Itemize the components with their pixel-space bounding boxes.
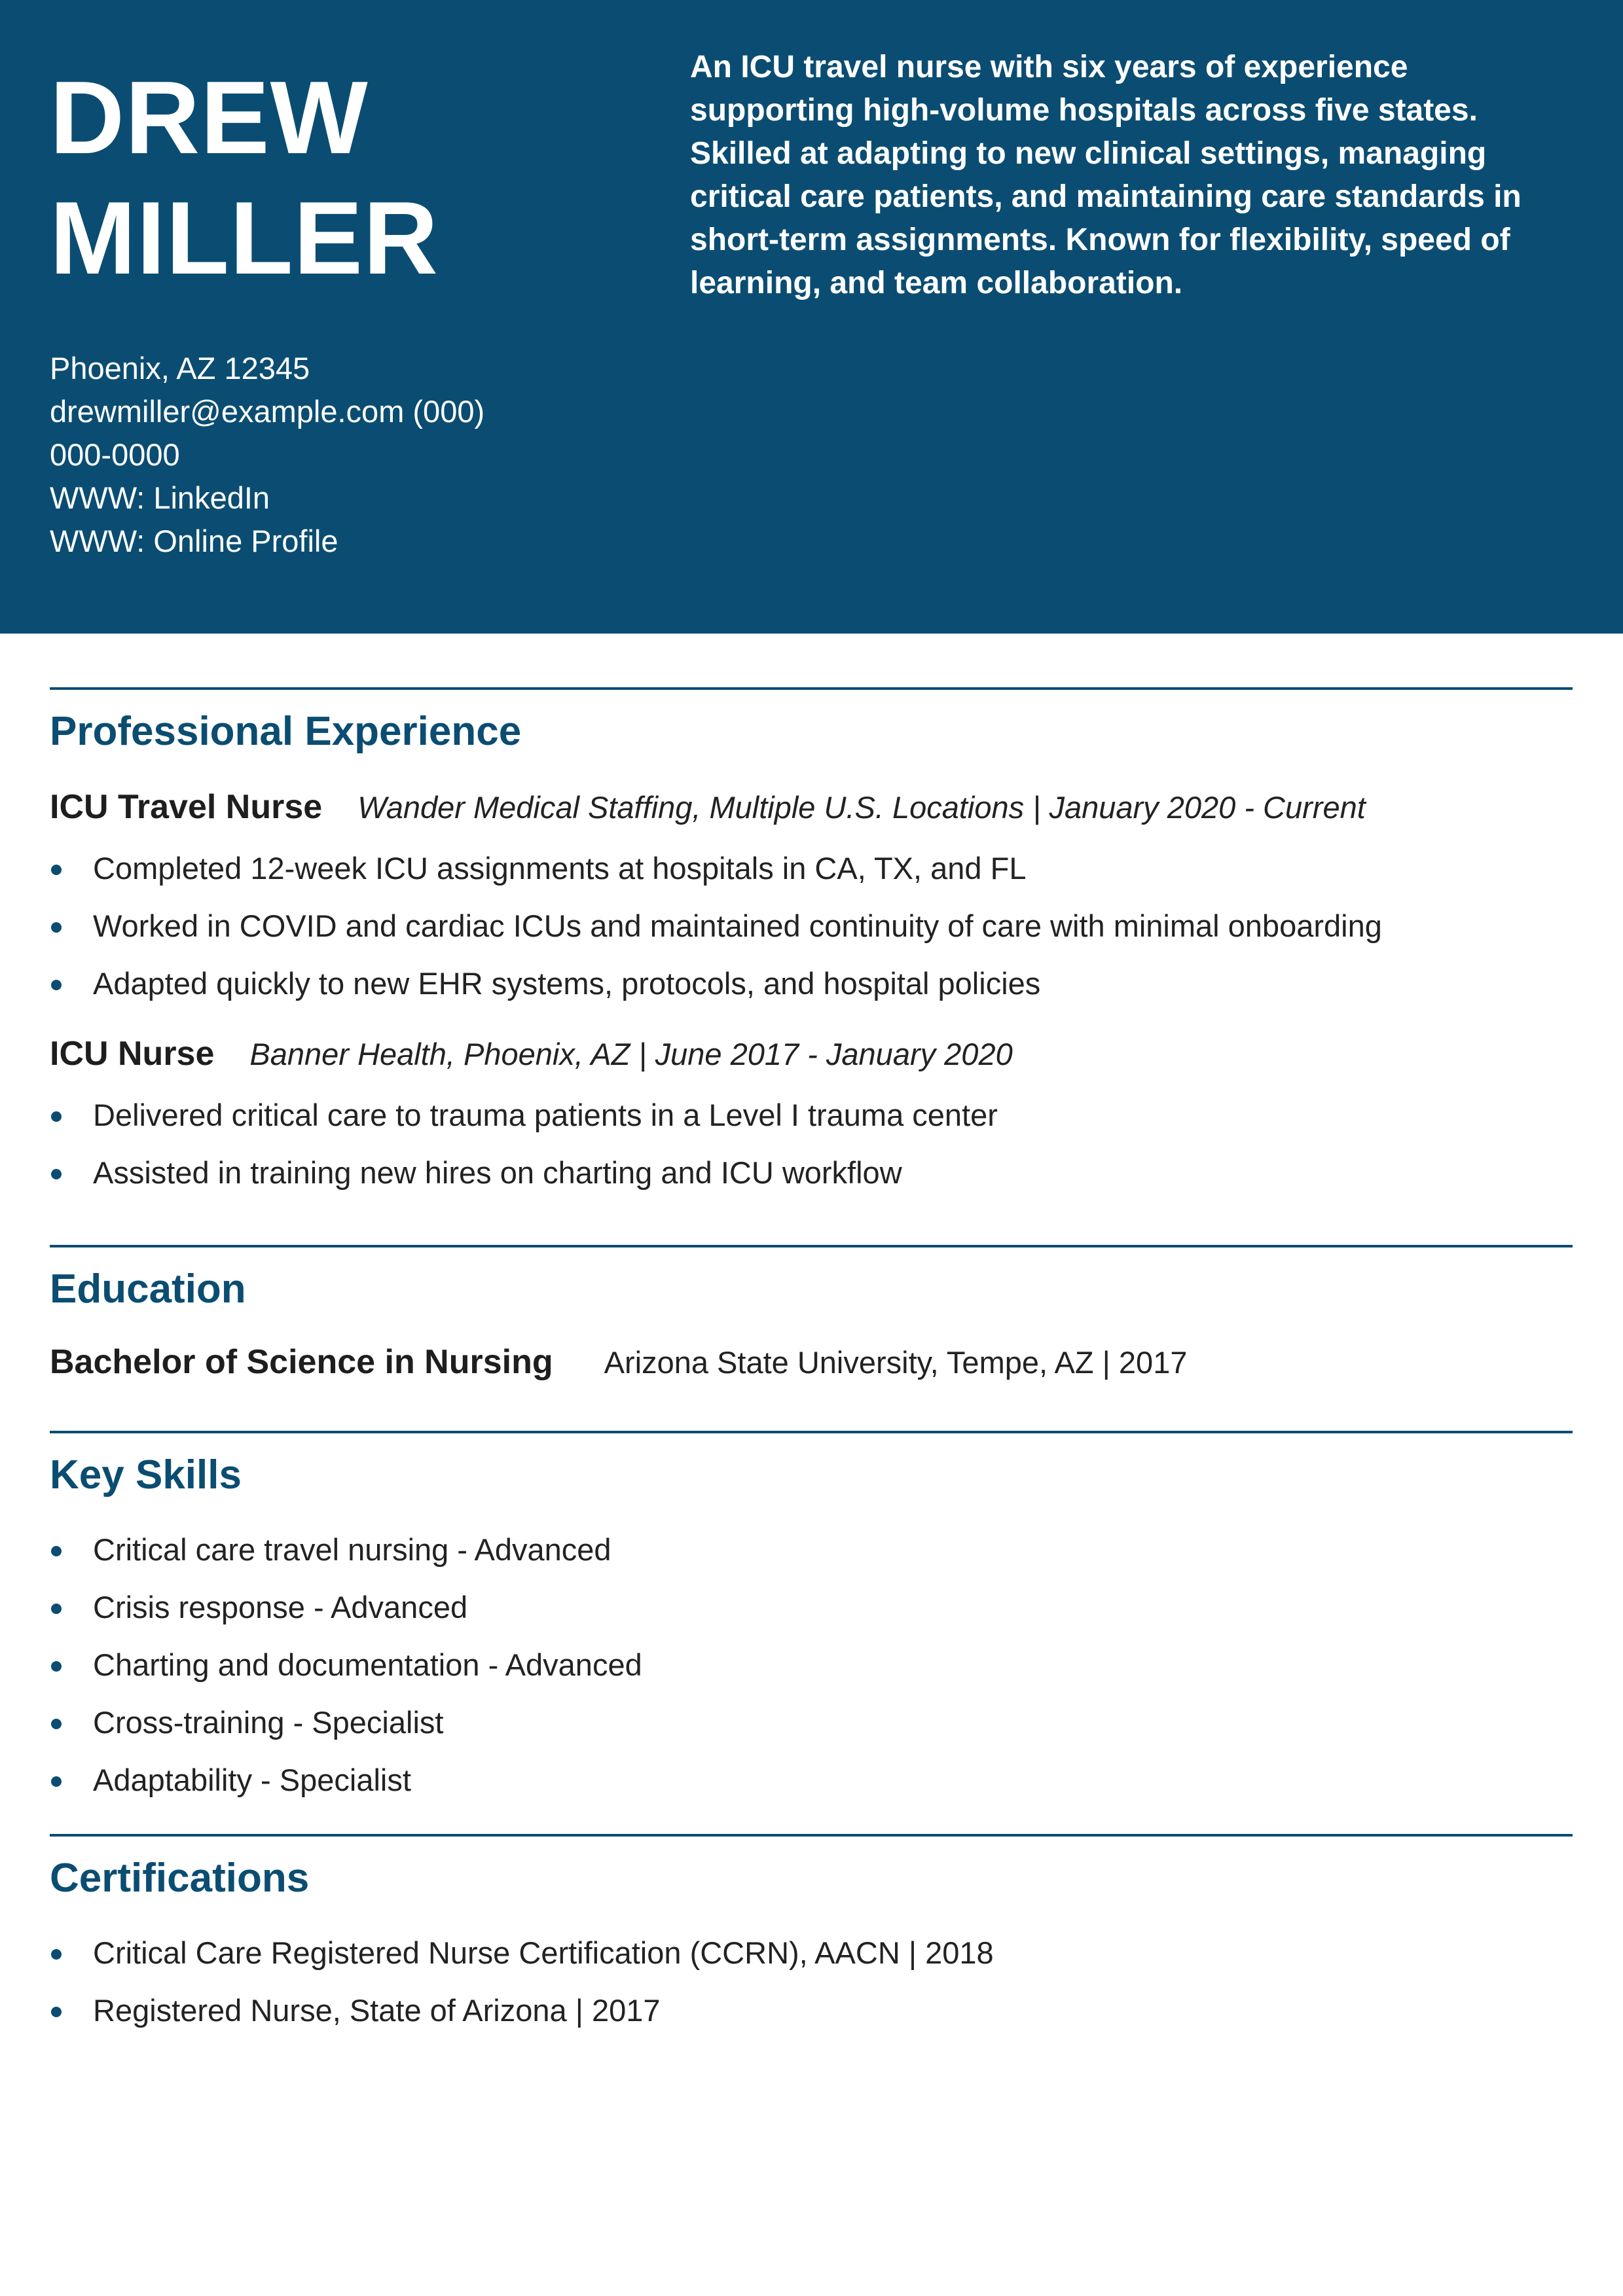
list-item: [50, 897, 1573, 955]
bullet-text: Worked in COVID and cardiac ICUs and maintained continuity of care with minimal onboarding: [93, 908, 1382, 943]
job-header: [50, 784, 1573, 831]
section-divider: [50, 1245, 1573, 1247]
skill-text: Crisis response - Advanced: [93, 1590, 468, 1624]
list-item: [50, 840, 1573, 897]
list-item: [50, 1751, 1573, 1809]
bullet-dot-icon: [51, 980, 62, 990]
skills-section: [50, 1431, 1573, 1809]
bullet-dot-icon: [51, 865, 62, 875]
skill-text: Critical care travel nursing - Advanced: [93, 1532, 611, 1567]
section-title-experience: Professional Experience: [50, 709, 522, 754]
section-title-skills: Key Skills: [50, 1452, 242, 1498]
bullet-dot-icon: [51, 1604, 62, 1614]
bullet-dot-icon: [51, 1949, 62, 1960]
list-item: [50, 1694, 1573, 1751]
list-item: [50, 1521, 1573, 1579]
bullet-text: Completed 12-week ICU assignments at hospitals in CA, TX, and FL: [93, 851, 1027, 886]
online-profile-link[interactable]: WWW: Online Profile: [50, 524, 338, 558]
bullet-dot-icon: [51, 1661, 62, 1672]
phone-continued: 000-0000: [50, 437, 180, 472]
professional-summary: An ICU travel nurse with six years of experience supporting high-volume hospitals across five states. Skilled at adapting to new clinical settings, managing critical care patients, and maintaining care standards in short-term assignments. Known for flexibility, speed of learning, and team collaboration.: [690, 50, 1522, 300]
certifications-list: [50, 1924, 1573, 2039]
job-entry: [50, 784, 1573, 1013]
school-location-year: Arizona State University, Tempe, AZ | 2017: [604, 1345, 1188, 1380]
skill-text: Cross-training - Specialist: [93, 1705, 444, 1740]
bullet-text: Delivered critical care to trauma patients in a Level I trauma center: [93, 1098, 998, 1132]
email-phone: drewmiller@example.com (000): [50, 394, 485, 429]
list-item: [50, 955, 1573, 1013]
bullet-dot-icon: [51, 2007, 62, 2017]
bullet-dot-icon: [51, 1111, 62, 1122]
experience-section: [50, 687, 1573, 1202]
first-name: DREW: [50, 60, 369, 175]
list-item: [50, 1636, 1573, 1694]
list-item: [50, 1924, 1573, 1982]
list-item: [50, 1144, 1573, 1202]
job-title: ICU Nurse: [50, 1035, 215, 1073]
job-employer-dates: Banner Health, Phoenix, AZ | June 2017 - January 2020: [249, 1037, 1013, 1071]
bullet-dot-icon: [51, 922, 62, 933]
job-header: [50, 1031, 1573, 1077]
skills-list: [50, 1521, 1573, 1809]
bullet-dot-icon: [51, 1169, 62, 1179]
job-bullets: [50, 840, 1573, 1013]
skill-text: Charting and documentation - Advanced: [93, 1647, 642, 1682]
contact-info: [50, 347, 534, 563]
section-title-certifications: Certifications: [50, 1856, 310, 1901]
last-name: MILLER: [50, 181, 439, 296]
bullet-text: Adapted quickly to new EHR systems, protocols, and hospital policies: [93, 966, 1041, 1001]
bullet-dot-icon: [51, 1719, 62, 1729]
bullet-dot-icon: [51, 1776, 62, 1787]
job-title: ICU Travel Nurse: [50, 788, 323, 826]
list-item: [50, 1086, 1573, 1144]
education-section: [50, 1245, 1573, 1386]
job-bullets: [50, 1086, 1573, 1202]
skill-text: Adaptability - Specialist: [93, 1763, 411, 1797]
address: Phoenix, AZ 12345: [50, 351, 310, 386]
certification-text: Registered Nurse, State of Arizona | 2017: [93, 1993, 661, 2028]
job-employer-dates: Wander Medical Staffing, Multiple U.S. Locations | January 2020 - Current: [357, 790, 1366, 825]
section-divider: [50, 1431, 1573, 1433]
section-divider: [50, 687, 1573, 690]
education-entry: [50, 1339, 1573, 1386]
section-title-education: Education: [50, 1266, 246, 1312]
certification-text: Critical Care Registered Nurse Certification (CCRN), AACN | 2018: [93, 1935, 994, 1970]
degree: Bachelor of Science in Nursing: [50, 1343, 553, 1381]
list-item: [50, 1579, 1573, 1636]
list-item: [50, 1982, 1573, 2039]
section-divider: [50, 1834, 1573, 1837]
job-entry: [50, 1031, 1573, 1202]
bullet-text: Assisted in training new hires on charting and ICU workflow: [93, 1155, 902, 1190]
certifications-section: [50, 1834, 1573, 2039]
candidate-name: [50, 58, 639, 298]
header-banner: [0, 0, 1623, 634]
linkedin-link[interactable]: WWW: LinkedIn: [50, 480, 270, 515]
bullet-dot-icon: [51, 1546, 62, 1556]
